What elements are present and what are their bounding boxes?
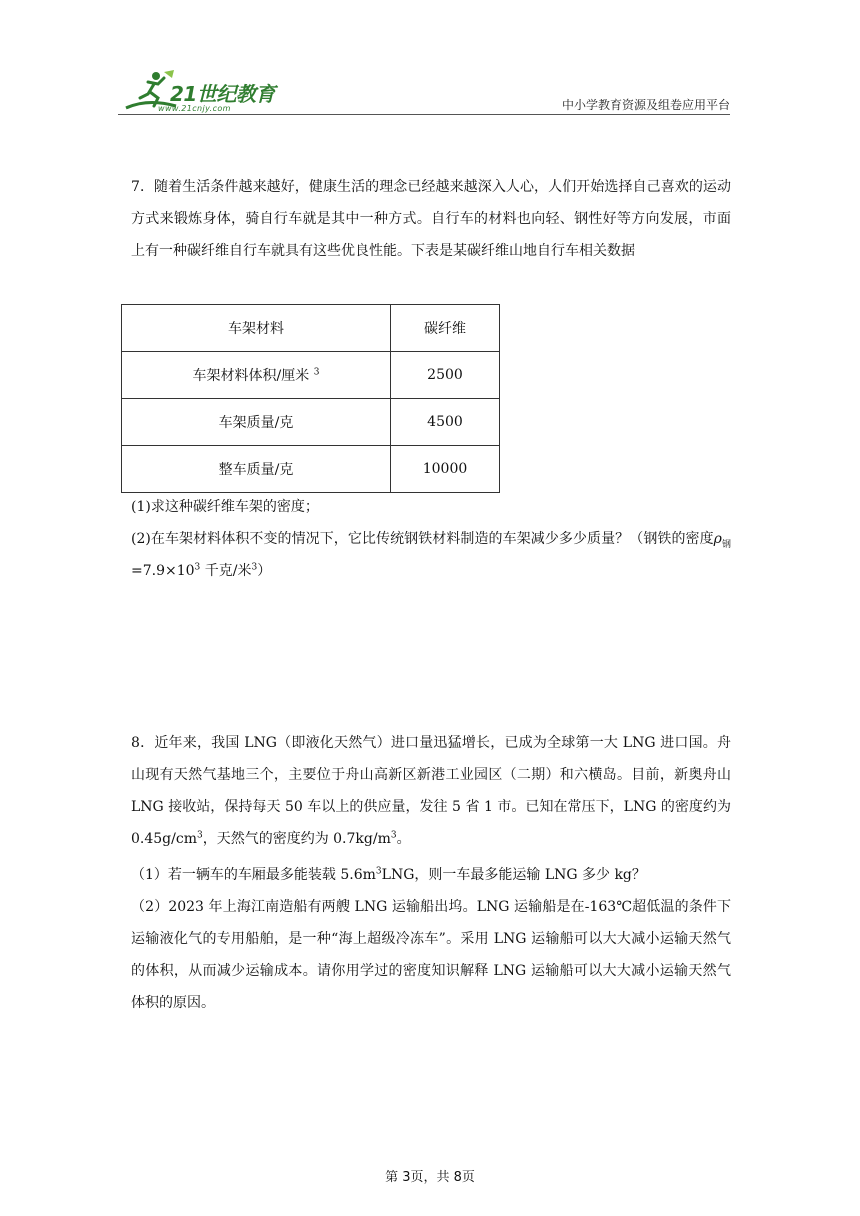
question-7-sub1: (1)求这种碳纤维车架的密度； xyxy=(131,499,319,515)
table-header-row xyxy=(122,305,500,352)
table-row xyxy=(122,446,500,493)
table-cell-label: 车架材料体积/厘米 $^3$ xyxy=(122,352,391,399)
bike-data-table xyxy=(121,304,500,493)
page-header xyxy=(118,62,730,116)
platform-name: 中小学教育资源及组卷应用平台 xyxy=(561,98,730,112)
question-7-sub2: (2)在车架材料体积不变的情况下，它比传统钢铁材料制造的车架减少多少质量？（钢铁的密度$\rho_钢=7.9\times 10^3$ 千克/米$^3$） xyxy=(131,531,731,579)
logo-url: www.21cnjy.com xyxy=(158,104,231,113)
table-header-cell: 碳纤维 xyxy=(391,305,500,352)
table-cell-label: 整车质量/克 xyxy=(122,446,391,493)
logo-text: 21世纪教育 xyxy=(170,82,275,106)
table-cell-value: 4500 xyxy=(391,399,500,446)
question-7-stem: 7．随着生活条件越来越好，健康生活的理念已经越来越深入人心，人们开始选择自己喜欢的运动方式来锻炼身体，骑自行车就是其中一种方式。自行车的材料也向轻、钢性好等方向发展，市面上有一种碳纤维自行车就具有这些优良性能。下表是某碳纤维山地自行车相关数据 xyxy=(131,179,731,259)
question-8-sub2: （2）2023 年上海江南造船有两艘 LNG 运输船出坞。LNG 运输船是在-163℃超低温的条件下运输液化气的专用船舶，是一种“海上超级冷冻车”。采用 LNG 运输船可以大大减小运输天然气的体积，从而减少运输成本。请你用学过的密度知识解释 LNG 运输船可以大大减小运输天然气体积的原因。 xyxy=(131,899,731,1011)
header-divider xyxy=(118,114,730,115)
page-number: 第 3页，共 8页 xyxy=(385,1170,475,1185)
table-cell-value: 10000 xyxy=(391,446,500,493)
question-8-stem: 8．近年来，我国 LNG（即液化天然气）进口量迅猛增长，已成为全球第一大 LNG 进口国。舟山现有天然气基地三个，主要位于舟山高新区新港工业园区（二期）和六横岛。目前，新奥舟山 LNG 接收站，保持每天 50 车以上的供应量，发往 5 省 1 市。已知在常压下，LNG 的密度约为 $0.45g/cm^3$，天然气的密度约为 $0.7kg/m^3$。 xyxy=(131,735,731,847)
table-row xyxy=(122,399,500,446)
logo xyxy=(118,68,288,116)
table-header-cell: 车架材料 xyxy=(122,305,391,352)
table-cell-value: 2500 xyxy=(391,352,500,399)
question-8-sub1: （1）若一辆车的车厢最多能装载 $5.6m^3LNG$，则一车最多能运输 LNG 多少 kg？ xyxy=(131,866,646,883)
table-row xyxy=(122,352,500,399)
table-cell-label: 车架质量/克 xyxy=(122,399,391,446)
